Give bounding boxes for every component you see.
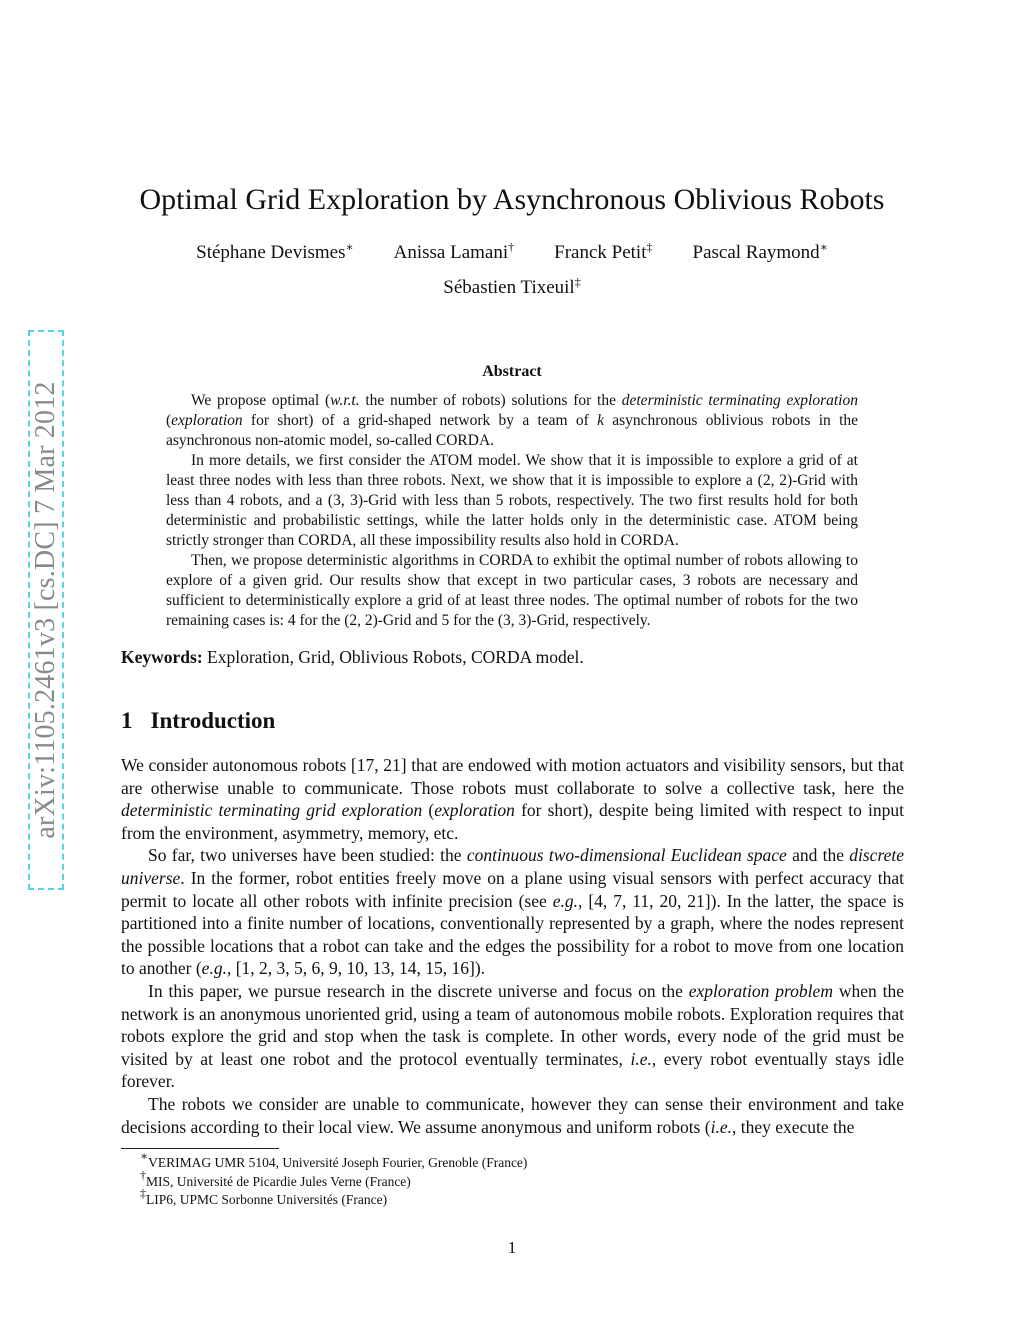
author: Pascal Raymond∗ xyxy=(692,240,828,263)
section-title: Introduction xyxy=(150,708,276,733)
body-paragraph: So far, two universes have been studied: the continuous two-dimensional Euclidean space and the discrete universe. In the former, robot entities freely move on a plane using visual sensors with perfect accuracy that permit to locate all other robots with infinite precision (see e.g., [4, 7, 11, 20, 21]). In the latter, the space is partitioned into a finite number of locations, conventionally represented by a graph, where the nodes represent the possible locations that a robot can take and the edges the possibility for a robot to move from one location to another (e.g., [1, 2, 3, 5, 6, 9, 10, 13, 14, 15, 16]). xyxy=(121,845,904,979)
footnote: ∗VERIMAG UMR 5104, Université Joseph Fourier, Grenoble (France) xyxy=(140,1149,528,1170)
keywords xyxy=(121,647,584,668)
footnote: †MIS, Université de Picardie Jules Verne (France) xyxy=(140,1167,411,1189)
author: Stéphane Devismes∗ xyxy=(196,240,354,263)
footnotes xyxy=(140,1149,528,1210)
paper-title: Optimal Grid Exploration by Asynchronous Oblivious Robots xyxy=(139,183,885,216)
abstract-paragraph: We propose optimal (w.r.t. the number of robots) solutions for the deterministic terminating exploration (exploration for short) of a grid-shaped network by a team of k asynchronous oblivious robots in the asynchronous non-atomic model, so-called CORDA. xyxy=(166,392,858,449)
keywords-text: Exploration, Grid, Oblivious Robots, CORDA model. xyxy=(207,647,584,667)
body-paragraph: In this paper, we pursue research in the discrete universe and focus on the exploration problem when the network is an anonymous unoriented grid, using a team of autonomous mobile robots. Exploration requires that robots explore the grid and stop when the task is complete. In other words, every node of the grid must be visited by at least one robot and the protocol eventually terminates, i.e., every robot eventually stays idle forever. xyxy=(121,980,904,1092)
section-number: 1 xyxy=(121,708,133,733)
section-heading xyxy=(121,708,275,734)
author: Franck Petit‡ xyxy=(554,240,653,263)
author-list xyxy=(0,242,1024,299)
abstract-text xyxy=(166,391,858,631)
page-number: 1 xyxy=(507,1238,517,1257)
author: Anissa Lamani† xyxy=(393,240,515,263)
abstract-paragraph: In more details, we first consider the ATOM model. We show that it is impossible to explore a grid of at least three nodes with less than three robots. Next, we show that it is impossible to explore a (2, 2)-Grid with less than 4 robots, and a (3, 3)-Grid with less than 5 robots, respectively. The two first results hold for both deterministic and probabilistic settings, while the latter holds only in the deterministic case. ATOM being strictly stronger than CORDA, all these impossibility results also hold in CORDA. xyxy=(166,452,858,549)
abstract-heading: Abstract xyxy=(482,363,542,380)
keywords-label: Keywords: xyxy=(121,647,203,667)
footnote: ‡LIP6, UPMC Sorbonne Universités (France) xyxy=(140,1186,388,1207)
body-paragraph: We consider autonomous robots [17, 21] that are endowed with motion actuators and visibility sensors, but that are otherwise unable to communicate. Those robots must collaborate to solve a collective task, here the deterministic terminating grid exploration (exploration for short), despite being limited with respect to input from the environment, asymmetry, memory, etc. xyxy=(121,755,905,843)
arxiv-identifier-box xyxy=(28,330,64,890)
introduction-body xyxy=(121,754,904,1138)
author: Sébastien Tixeuil‡ xyxy=(443,275,581,298)
arxiv-identifier: arXiv:1105.2461v3 [cs.DC] 7 Mar 2012 xyxy=(30,381,61,839)
abstract-paragraph: Then, we propose deterministic algorithms in CORDA to exhibit the optimal number of robots allowing to explore of a given grid. Our results show that except in two particular cases, 3 robots are necessary and sufficient to deterministically explore a grid of at least three nodes. The optimal number of robots for the two remaining cases is: 4 for the (2, 2)-Grid and 5 for the (3, 3)-Grid, respectively. xyxy=(166,552,858,629)
body-paragraph: The robots we consider are unable to communicate, however they can sense their environment and take decisions according to their local view. We assume anonymous and uniform robots (i.e., they execute the xyxy=(121,1093,904,1137)
